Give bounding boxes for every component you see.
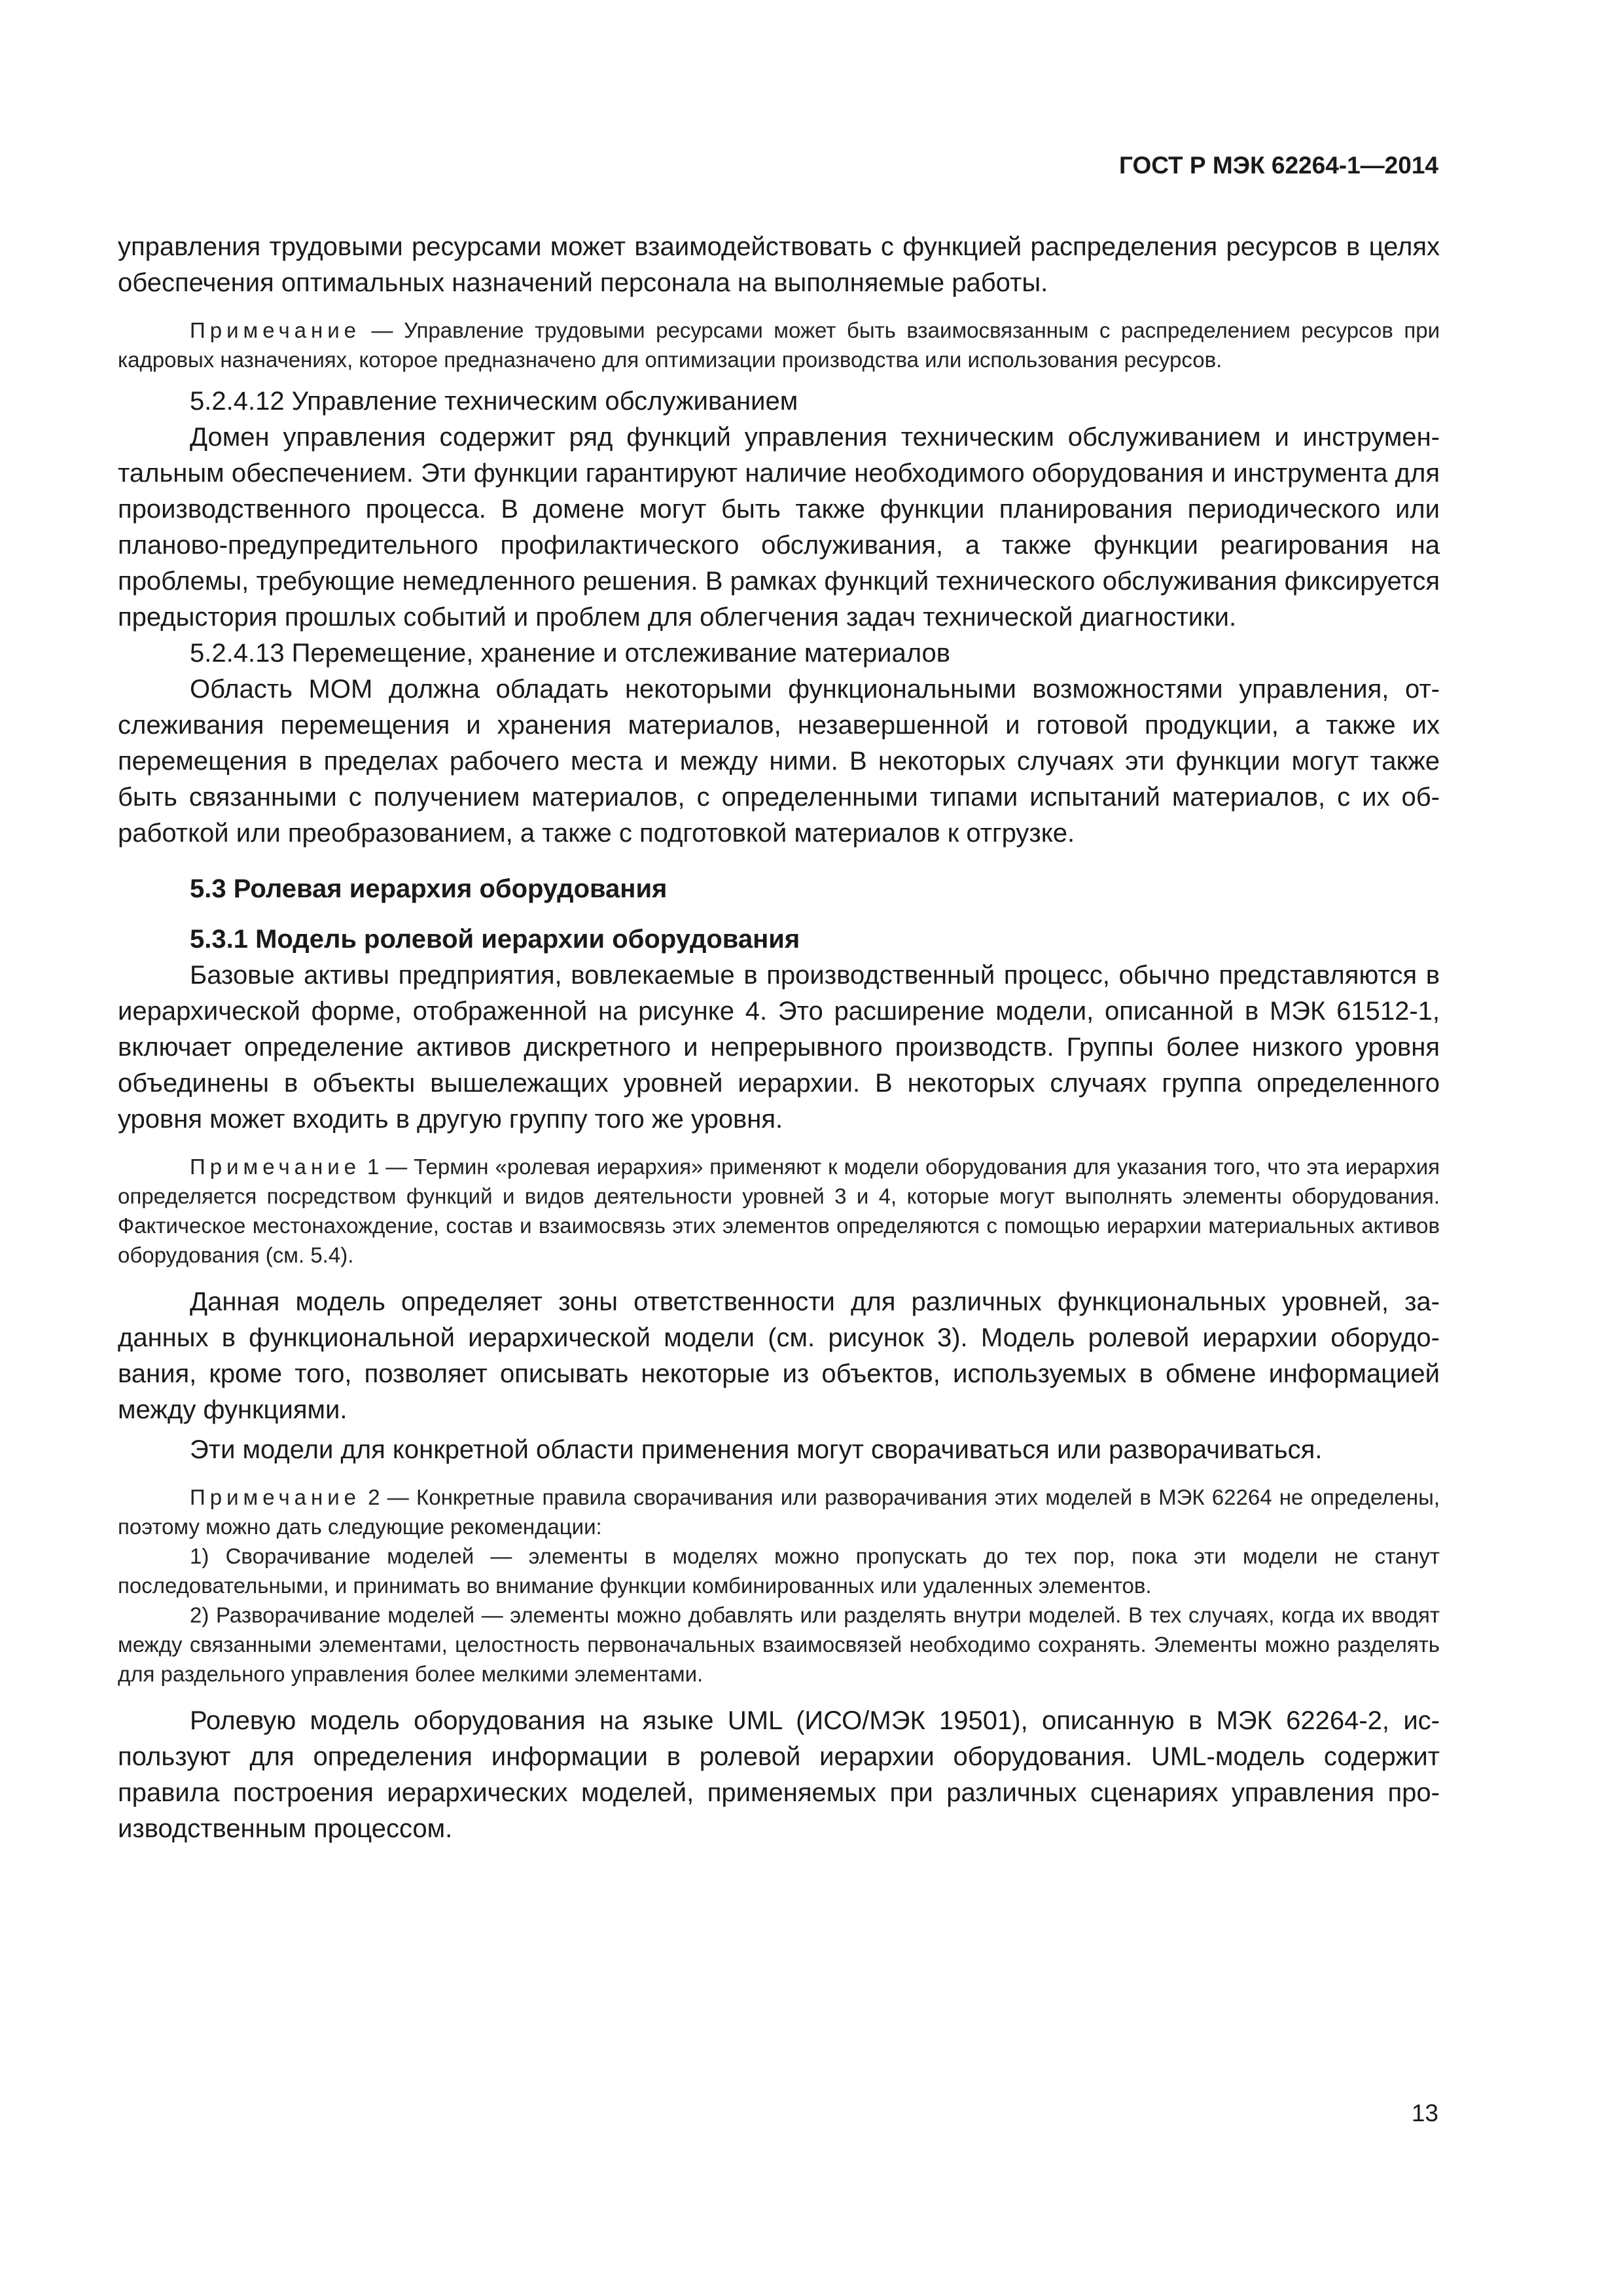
note-text: 1 — Термин «ролевая иерархия» применяют к модели оборудования для указания того, что эта иерархия определяется посредством функций и видов деятельности уровней 3 и 4, которые могут выполнять элементы оборудования. Фактическое местонахождение, состав и взаимосвязь этих элементов определяются с помощью иерархии материальных активов оборудования (см. 5.4).	[118, 1155, 1440, 1267]
note-labor-resources	[118, 315, 1440, 374]
section-heading-5-3: 5.3 Ролевая иерархия оборудования	[190, 874, 668, 903]
paragraph-base-assets: Базовые активы предприятия, вовлекаемые в производственный процесс, обычно представляются в иерархической форме, отображенной на рисунке 4. Это расширение модели, описанной в МЭК 61512-1, включает определение активов дискретного и непрерывного производств. Группы более низкого уровня объединены в объекты вышележащих уровней иерархии. В некоторых случаях группа определенного уровня может входить в другую группу того же уровня.	[118, 961, 1440, 1134]
paragraph-model-responsibility: Данная модель определяет зоны ответственности для различных функциональных уровней, заданных в функциональной иерархической модели (см. рисунок 3). Модель ролевой иерархии оборудования, кроме того, позволяет описывать некоторые из объектов, используемых в обмене информацией между функциями.	[118, 1287, 1440, 1424]
note-item-expand: 2) Разворачивание моделей — элементы можно добавлять или разделять внутри моделей. В тех случаях, когда их вводят между связанными элементами, целостность первоначальных взаимосвязей необходимо сохранять. Элементы можно разделять для раздельного управления более мелкими элементами.	[118, 1603, 1440, 1686]
note-role-hierarchy	[118, 1152, 1440, 1270]
note-text: — Управление трудовыми ресурсами может быть взаимосвязанным с распределением ресурсов при кадровых назначениях, которое предназначено для оптимизации производства или использования ресурсов.	[118, 318, 1440, 372]
note-label: Примечание	[190, 1155, 361, 1179]
note-label: Примечание	[190, 1485, 361, 1509]
paragraph-uml-model: Ролевую модель оборудования на языке UML (ИСО/МЭК 19501), описанную в МЭК 62264-2, используют для определения информации в ролевой иерархии оборудования. UML-модель содержит правила построения иерархических моделей, применяемых при различных сценариях управления производственным процессом.	[118, 1706, 1440, 1843]
note-label: Примечание	[190, 318, 361, 342]
page-content	[118, 229, 1440, 1847]
section-title-5-2-4-12: 5.2.4.12 Управление техническим обслуживанием	[190, 387, 798, 416]
document-code-header: ГОСТ Р МЭК 62264-1—2014	[1118, 152, 1438, 179]
note-text: 2 — Конкретные правила сворачивания или разворачивания этих моделей в МЭК 62264 не определены, поэтому можно дать следующие рекомендации:	[118, 1485, 1440, 1539]
page-number: 13	[1411, 2100, 1438, 2126]
note-collapse-rules	[118, 1482, 1440, 1541]
paragraph-collapse-expand: Эти модели для конкретной области применения могут сворачиваться или разворачиваться.	[190, 1435, 1323, 1464]
section-title-5-2-4-13: 5.2.4.13 Перемещение, хранение и отслеживание материалов	[190, 639, 951, 668]
paragraph-continuation: управления трудовыми ресурсами может взаимодействовать с функцией распределения ресурсов в целях обеспечения оптимальных назначений персонала на выполняемые работы.	[118, 232, 1440, 297]
note-item-collapse: 1) Сворачивание моделей — элементы в моделях можно пропускать до тех пор, пока эти модели не станут последовательными, и принимать во внимание функции комбинированных или удаленных элементов.	[118, 1544, 1440, 1598]
paragraph-maintenance: Домен управления содержит ряд функций управления техническим обслуживанием и инструментальным обеспечением. Эти функции гарантируют наличие необходимого оборудования и инструмента для производственного процесса. В домене могут быть также функции планирования периодического или планово-предупредительного профилактического обслуживания, а также функции реагирования на проблемы, требующие немедленного решения. В рамках функций технического обслуживания фиксируется предыстория прошлых событий и проблем для облегчения задач технической диагностики.	[118, 423, 1440, 632]
section-heading-5-3-1: 5.3.1 Модель ролевой иерархии оборудования	[190, 925, 800, 954]
paragraph-materials: Область MOM должна обладать некоторыми функциональными возможностями управления, отслеживания перемещения и хранения материалов, незавершенной и готовой продукции, а также их перемещения в пределах рабочего места и между ними. В некоторых случаях эти функции могут также быть связанными с получением материалов, с определенными типами испытаний материалов, с их обработкой или преобразованием, а также с подготовкой материалов к отгрузке.	[118, 675, 1440, 848]
